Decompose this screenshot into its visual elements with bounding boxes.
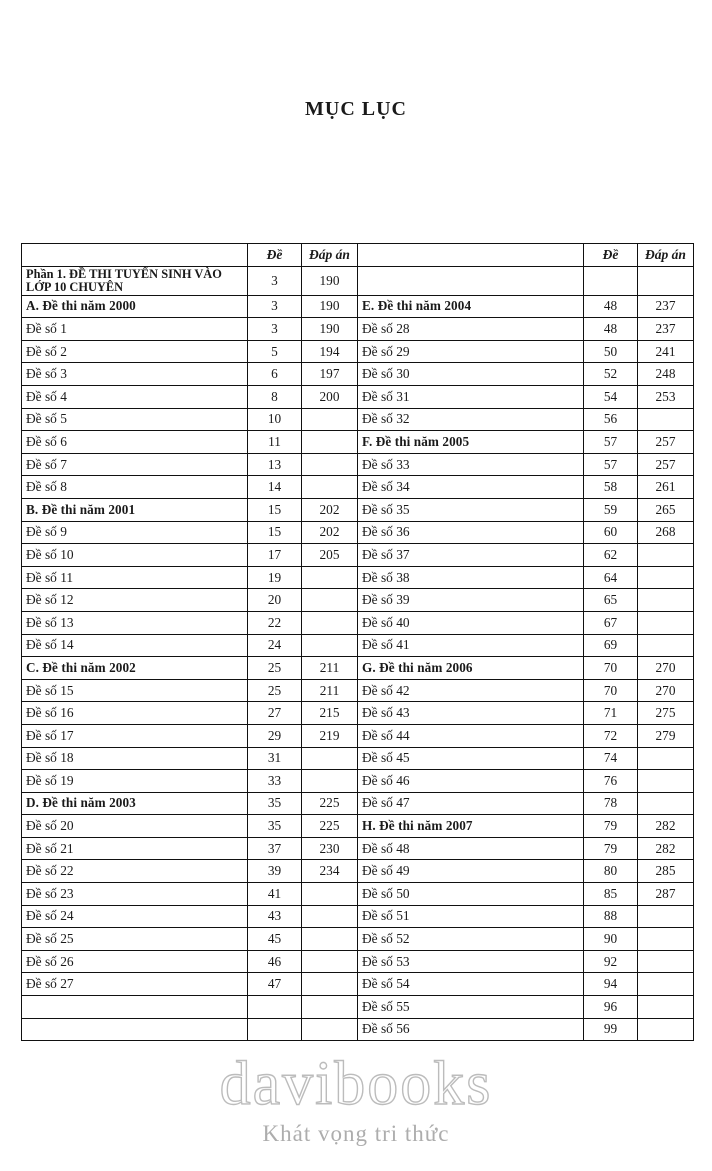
left-entry-dapan-page: 230 — [302, 837, 358, 860]
left-entry-label[interactable]: Đề số 10 — [22, 544, 248, 567]
right-entry-de-page: 78 — [584, 792, 638, 815]
right-entry-label[interactable]: Đề số 33 — [358, 453, 584, 476]
right-entry-de-page: 88 — [584, 905, 638, 928]
left-entry-dapan-page: 215 — [302, 702, 358, 725]
left-entry-de-page: 15 — [248, 521, 302, 544]
right-entry-dapan-page: 237 — [638, 295, 694, 318]
left-entry-label[interactable]: Phần 1. ĐỀ THI TUYỂN SINH VÀO LỚP 10 CHUYÊN — [22, 266, 248, 295]
left-entry-label[interactable]: B. Đề thi năm 2001 — [22, 498, 248, 521]
right-entry-de-page: 70 — [584, 657, 638, 680]
table-row — [22, 792, 694, 815]
right-entry-dapan-page: 268 — [638, 521, 694, 544]
left-entry-dapan-page: 219 — [302, 724, 358, 747]
table-row — [22, 996, 694, 1019]
left-entry-label[interactable]: Đề số 19 — [22, 770, 248, 793]
left-entry-label[interactable]: Đề số 3 — [22, 363, 248, 386]
left-entry-dapan-page: 190 — [302, 266, 358, 295]
right-entry-dapan-page — [638, 266, 694, 295]
left-entry-de-page: 47 — [248, 973, 302, 996]
right-entry-de-page: 48 — [584, 318, 638, 341]
left-entry-dapan-page — [302, 611, 358, 634]
table-row — [22, 860, 694, 883]
table-row — [22, 905, 694, 928]
right-entry-dapan-page: 282 — [638, 815, 694, 838]
left-entry-label[interactable]: D. Đề thi năm 2003 — [22, 792, 248, 815]
table-row — [22, 363, 694, 386]
left-entry-de-page: 35 — [248, 815, 302, 838]
right-entry-de-page: 62 — [584, 544, 638, 567]
right-entry-dapan-page — [638, 770, 694, 793]
table-row — [22, 657, 694, 680]
right-entry-de-page: 52 — [584, 363, 638, 386]
right-entry-de-page: 58 — [584, 476, 638, 499]
left-entry-dapan-page — [302, 431, 358, 454]
right-entry-de-page: 92 — [584, 950, 638, 973]
toc-table — [21, 243, 694, 1041]
left-entry-dapan-page — [302, 747, 358, 770]
table-row — [22, 386, 694, 409]
right-entry-dapan-page: 270 — [638, 657, 694, 680]
right-entry-label[interactable]: Đề số 38 — [358, 566, 584, 589]
right-entry-dapan-page — [638, 792, 694, 815]
page-title: MỤC LỤC — [305, 98, 407, 120]
toc-table-body — [22, 266, 694, 1041]
left-entry-dapan-page — [302, 589, 358, 612]
left-entry-de-page: 41 — [248, 883, 302, 906]
right-entry-de-page: 70 — [584, 679, 638, 702]
table-row — [22, 837, 694, 860]
left-entry-dapan-page — [302, 973, 358, 996]
right-entry-label[interactable]: Đề số 32 — [358, 408, 584, 431]
right-entry-dapan-page: 241 — [638, 340, 694, 363]
right-entry-label[interactable]: Đề số 53 — [358, 950, 584, 973]
left-entry-de-page: 24 — [248, 634, 302, 657]
right-entry-label[interactable]: Đề số 36 — [358, 521, 584, 544]
left-entry-label[interactable]: Đề số 2 — [22, 340, 248, 363]
left-entry-de-page: 35 — [248, 792, 302, 815]
document-page — [0, 98, 712, 1171]
column-header-left-dapan: Đáp án — [302, 244, 358, 267]
right-entry-label[interactable]: E. Đề thi năm 2004 — [358, 295, 584, 318]
left-entry-de-page: 8 — [248, 386, 302, 409]
right-entry-label[interactable]: F. Đề thi năm 2005 — [358, 431, 584, 454]
right-entry-de-page: 72 — [584, 724, 638, 747]
right-entry-label[interactable]: Đề số 31 — [358, 386, 584, 409]
right-entry-dapan-page: 253 — [638, 386, 694, 409]
column-header-right-dapan: Đáp án — [638, 244, 694, 267]
left-entry-de-page: 37 — [248, 837, 302, 860]
right-entry-de-page — [584, 266, 638, 295]
watermark-tagline: Khát vọng tri thức — [262, 1121, 450, 1146]
left-entry-de-page: 17 — [248, 544, 302, 567]
right-entry-dapan-page — [638, 950, 694, 973]
right-entry-dapan-page — [638, 611, 694, 634]
table-row — [22, 476, 694, 499]
left-entry-de-page: 6 — [248, 363, 302, 386]
left-entry-dapan-page — [302, 476, 358, 499]
left-entry-dapan-page — [302, 883, 358, 906]
right-entry-de-page: 90 — [584, 928, 638, 951]
left-entry-de-page: 46 — [248, 950, 302, 973]
right-entry-label[interactable]: Đề số 44 — [358, 724, 584, 747]
column-header-right-de: Đề — [584, 244, 638, 267]
left-entry-de-page: 3 — [248, 266, 302, 295]
table-row — [22, 634, 694, 657]
right-entry-dapan-page: 265 — [638, 498, 694, 521]
right-entry-de-page: 64 — [584, 566, 638, 589]
right-entry-dapan-page: 285 — [638, 860, 694, 883]
left-entry-dapan-page: 190 — [302, 295, 358, 318]
left-entry-label[interactable]: Đề số 4 — [22, 386, 248, 409]
left-entry-label[interactable]: Đề số 24 — [22, 905, 248, 928]
left-entry-label[interactable]: Đề số 1 — [22, 318, 248, 341]
left-entry-de-page: 19 — [248, 566, 302, 589]
left-entry-dapan-page: 211 — [302, 657, 358, 680]
left-entry-label[interactable]: Đề số 5 — [22, 408, 248, 431]
left-entry-de-page: 15 — [248, 498, 302, 521]
right-entry-dapan-page: 275 — [638, 702, 694, 725]
right-entry-label[interactable]: Đề số 41 — [358, 634, 584, 657]
left-entry-de-page: 25 — [248, 679, 302, 702]
table-row — [22, 566, 694, 589]
right-entry-label[interactable]: Đề số 54 — [358, 973, 584, 996]
right-entry-label[interactable]: H. Đề thi năm 2007 — [358, 815, 584, 838]
table-row — [22, 453, 694, 476]
left-entry-label[interactable]: Đề số 15 — [22, 679, 248, 702]
column-header-left-label — [22, 244, 248, 267]
right-entry-de-page: 76 — [584, 770, 638, 793]
left-entry-dapan-page: 202 — [302, 521, 358, 544]
left-entry-dapan-page — [302, 1018, 358, 1041]
right-entry-de-page: 99 — [584, 1018, 638, 1041]
left-entry-de-page: 3 — [248, 318, 302, 341]
right-entry-label[interactable]: Đề số 42 — [358, 679, 584, 702]
table-row — [22, 702, 694, 725]
right-entry-de-page: 94 — [584, 973, 638, 996]
right-entry-label[interactable]: Đề số 56 — [358, 1018, 584, 1041]
right-entry-de-page: 96 — [584, 996, 638, 1019]
right-entry-dapan-page — [638, 747, 694, 770]
table-row — [22, 408, 694, 431]
right-entry-dapan-page: 257 — [638, 453, 694, 476]
right-entry-de-page: 57 — [584, 431, 638, 454]
left-entry-dapan-page: 225 — [302, 792, 358, 815]
left-entry-dapan-page — [302, 996, 358, 1019]
left-entry-dapan-page: 211 — [302, 679, 358, 702]
left-entry-label[interactable]: Đề số 26 — [22, 950, 248, 973]
table-row — [22, 770, 694, 793]
watermark-brand: davibooks — [219, 1050, 493, 1118]
left-entry-label[interactable]: Đề số 14 — [22, 634, 248, 657]
table-row — [22, 883, 694, 906]
right-entry-de-page: 60 — [584, 521, 638, 544]
left-entry-dapan-page — [302, 453, 358, 476]
left-entry-dapan-page: 190 — [302, 318, 358, 341]
column-header-left-de: Đề — [248, 244, 302, 267]
left-entry-dapan-page: 200 — [302, 386, 358, 409]
right-entry-de-page: 69 — [584, 634, 638, 657]
table-row — [22, 815, 694, 838]
table-row — [22, 340, 694, 363]
right-entry-dapan-page — [638, 1018, 694, 1041]
right-entry-label — [358, 266, 584, 295]
left-entry-label[interactable]: Đề số 9 — [22, 521, 248, 544]
left-entry-dapan-page: 197 — [302, 363, 358, 386]
right-entry-dapan-page: 248 — [638, 363, 694, 386]
left-entry-dapan-page: 202 — [302, 498, 358, 521]
right-entry-dapan-page — [638, 589, 694, 612]
left-entry-dapan-page: 194 — [302, 340, 358, 363]
left-entry-label[interactable]: Đề số 7 — [22, 453, 248, 476]
left-entry-de-page: 43 — [248, 905, 302, 928]
right-entry-label[interactable]: Đề số 51 — [358, 905, 584, 928]
left-entry-de-page: 25 — [248, 657, 302, 680]
right-entry-dapan-page: 237 — [638, 318, 694, 341]
left-entry-label[interactable]: Đề số 27 — [22, 973, 248, 996]
right-entry-de-page: 71 — [584, 702, 638, 725]
right-entry-label[interactable]: Đề số 43 — [358, 702, 584, 725]
right-entry-dapan-page — [638, 544, 694, 567]
right-entry-dapan-page: 261 — [638, 476, 694, 499]
left-entry-label[interactable]: A. Đề thi năm 2000 — [22, 295, 248, 318]
table-row — [22, 950, 694, 973]
left-entry-dapan-page — [302, 950, 358, 973]
left-entry-label[interactable]: Đề số 16 — [22, 702, 248, 725]
right-entry-de-page: 79 — [584, 837, 638, 860]
left-entry-dapan-page — [302, 634, 358, 657]
left-entry-de-page: 22 — [248, 611, 302, 634]
left-entry-label[interactable]: C. Đề thi năm 2002 — [22, 657, 248, 680]
table-row — [22, 928, 694, 951]
right-entry-label[interactable]: Đề số 29 — [358, 340, 584, 363]
right-entry-label[interactable]: Đề số 37 — [358, 544, 584, 567]
right-entry-label[interactable]: Đề số 48 — [358, 837, 584, 860]
left-entry-label[interactable]: Đề số 11 — [22, 566, 248, 589]
right-entry-label[interactable]: Đề số 49 — [358, 860, 584, 883]
left-entry-de-page: 20 — [248, 589, 302, 612]
left-entry-label[interactable]: Đề số 22 — [22, 860, 248, 883]
left-entry-dapan-page — [302, 928, 358, 951]
table-row — [22, 431, 694, 454]
right-entry-label[interactable]: Đề số 35 — [358, 498, 584, 521]
right-entry-label[interactable]: G. Đề thi năm 2006 — [358, 657, 584, 680]
left-entry-label[interactable]: Đề số 13 — [22, 611, 248, 634]
left-entry-dapan-page: 234 — [302, 860, 358, 883]
right-entry-dapan-page: 270 — [638, 679, 694, 702]
left-entry-de-page: 45 — [248, 928, 302, 951]
right-entry-label[interactable]: Đề số 30 — [358, 363, 584, 386]
right-entry-de-page: 80 — [584, 860, 638, 883]
table-row — [22, 266, 694, 295]
right-entry-label[interactable]: Đề số 39 — [358, 589, 584, 612]
left-entry-dapan-page — [302, 408, 358, 431]
left-entry-dapan-page: 225 — [302, 815, 358, 838]
table-header-row — [22, 244, 694, 267]
right-entry-label[interactable]: Đề số 52 — [358, 928, 584, 951]
left-entry-de-page: 10 — [248, 408, 302, 431]
left-entry-de-page: 14 — [248, 476, 302, 499]
right-entry-dapan-page — [638, 973, 694, 996]
left-entry-dapan-page: 205 — [302, 544, 358, 567]
left-entry-de-page — [248, 1018, 302, 1041]
right-entry-dapan-page — [638, 408, 694, 431]
right-entry-label[interactable]: Đề số 50 — [358, 883, 584, 906]
left-entry-label[interactable]: Đề số 21 — [22, 837, 248, 860]
right-entry-de-page: 79 — [584, 815, 638, 838]
right-entry-de-page: 54 — [584, 386, 638, 409]
left-entry-de-page — [248, 996, 302, 1019]
right-entry-label[interactable]: Đề số 40 — [358, 611, 584, 634]
left-entry-label[interactable]: Đề số 12 — [22, 589, 248, 612]
left-entry-de-page: 31 — [248, 747, 302, 770]
right-entry-label[interactable]: Đề số 28 — [358, 318, 584, 341]
left-entry-label[interactable]: Đề số 18 — [22, 747, 248, 770]
left-entry-dapan-page — [302, 770, 358, 793]
table-row — [22, 1018, 694, 1041]
left-entry-de-page: 39 — [248, 860, 302, 883]
left-entry-label[interactable]: Đề số 8 — [22, 476, 248, 499]
right-entry-de-page: 59 — [584, 498, 638, 521]
right-entry-label[interactable]: Đề số 55 — [358, 996, 584, 1019]
table-row — [22, 679, 694, 702]
watermark — [0, 1050, 712, 1147]
left-entry-label[interactable]: Đề số 25 — [22, 928, 248, 951]
column-header-right-label — [358, 244, 584, 267]
table-row — [22, 611, 694, 634]
left-entry-de-page: 5 — [248, 340, 302, 363]
left-entry-dapan-page — [302, 905, 358, 928]
right-entry-label[interactable]: Đề số 46 — [358, 770, 584, 793]
left-entry-label[interactable]: Đề số 20 — [22, 815, 248, 838]
left-entry-de-page: 29 — [248, 724, 302, 747]
left-entry-de-page: 33 — [248, 770, 302, 793]
table-row — [22, 521, 694, 544]
right-entry-dapan-page: 282 — [638, 837, 694, 860]
table-row — [22, 589, 694, 612]
right-entry-de-page: 56 — [584, 408, 638, 431]
right-entry-de-page: 57 — [584, 453, 638, 476]
right-entry-dapan-page — [638, 905, 694, 928]
left-entry-de-page: 3 — [248, 295, 302, 318]
right-entry-dapan-page: 287 — [638, 883, 694, 906]
left-entry-label[interactable]: Đề số 17 — [22, 724, 248, 747]
right-entry-de-page: 74 — [584, 747, 638, 770]
right-entry-dapan-page: 279 — [638, 724, 694, 747]
toc-table-header — [22, 244, 694, 267]
right-entry-dapan-page: 257 — [638, 431, 694, 454]
right-entry-label[interactable]: Đề số 45 — [358, 747, 584, 770]
right-entry-label[interactable]: Đề số 34 — [358, 476, 584, 499]
left-entry-label — [22, 996, 248, 1019]
left-entry-dapan-page — [302, 566, 358, 589]
table-row — [22, 973, 694, 996]
left-entry-de-page: 13 — [248, 453, 302, 476]
left-entry-de-page: 27 — [248, 702, 302, 725]
table-row — [22, 318, 694, 341]
left-entry-label[interactable]: Đề số 23 — [22, 883, 248, 906]
table-row — [22, 498, 694, 521]
left-entry-de-page: 11 — [248, 431, 302, 454]
right-entry-dapan-page — [638, 634, 694, 657]
table-of-contents — [21, 243, 693, 1041]
right-entry-de-page: 67 — [584, 611, 638, 634]
table-row — [22, 544, 694, 567]
left-entry-label — [22, 1018, 248, 1041]
right-entry-dapan-page — [638, 928, 694, 951]
right-entry-de-page: 85 — [584, 883, 638, 906]
table-row — [22, 295, 694, 318]
right-entry-dapan-page — [638, 566, 694, 589]
left-entry-label[interactable]: Đề số 6 — [22, 431, 248, 454]
right-entry-dapan-page — [638, 996, 694, 1019]
right-entry-label[interactable]: Đề số 47 — [358, 792, 584, 815]
right-entry-de-page: 50 — [584, 340, 638, 363]
table-row — [22, 724, 694, 747]
right-entry-de-page: 48 — [584, 295, 638, 318]
table-row — [22, 747, 694, 770]
right-entry-de-page: 65 — [584, 589, 638, 612]
